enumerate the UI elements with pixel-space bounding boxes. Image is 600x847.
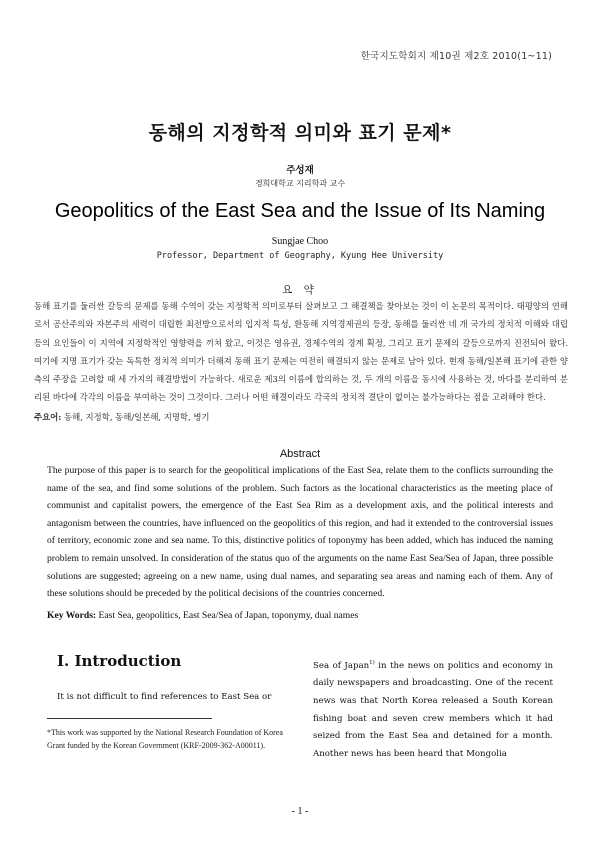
korean-keywords-label: 주요어: (34, 412, 62, 422)
korean-author-affiliation: 경희대학교 지리학과 교수 (254, 179, 346, 188)
right-column-start: Sea of Japan (313, 660, 370, 671)
korean-keywords (34, 410, 568, 424)
footnote-divider (47, 718, 212, 719)
footnote-reference[interactable]: 1) (369, 660, 375, 666)
right-column-rest: in the news on politics and economy in daily newspapers and broadcasting. One of the recent news was that North Korea released a South Korean fishing boat and seven crew members which it had seized from the East Sea and detained for a month. Another news has been heard that Mongolia (313, 660, 553, 759)
footnote: *This work was supported by the National Research Foundation of Korea Grant funded by the Korean Government (KRF-2009-362-A00011). (47, 728, 283, 750)
introduction-right-column (313, 655, 553, 763)
introduction-left-column: It is not difficult to find references to East Sea or (57, 692, 272, 702)
english-author-affiliation: Professor, Department of Geography, Kyung Hee University (156, 251, 444, 261)
korean-abstract-heading: 요 약 (282, 284, 318, 296)
introduction-heading: I. Introduction (57, 652, 182, 670)
english-keywords-label: Key Words: (47, 610, 97, 621)
english-abstract-heading: Abstract (279, 448, 321, 460)
english-abstract-body: The purpose of this paper is to search for the geopolitical implications of the East Sea, relate them to the conflicts surrounding the name of the sea, and find some solutions of the problem. Such factors as the locational characteristics as the meeting place of communist and capitalist powers, the emergence of the East Sea Rim as a development axis, and the political interests and antagonism between the countries, have influenced on the geopolitics of this region, and had it extended to the controversial issues of territory, economic zone and sea name. To this, distinctive politics of toponymy has been added, which has induced the naming problem to remain unsolved. In consideration of the status quo of the arguments on the name East Sea/Sea of Japan, three possible solutions are suggested; agreeing on a new name, using dual names, and separating sea areas and naming each of them. Any of these solutions should be preceded by the political decisions of the countries concerned. (47, 465, 553, 600)
page-number: - 1 - (291, 806, 309, 817)
korean-title: 동해의 지정학적 의미와 표기 문제* (148, 122, 452, 144)
running-head: 한국지도학회지 제10권 제2호 2010(1~11) (360, 51, 552, 62)
english-author-name: Sungjae Choo (271, 236, 329, 247)
english-keywords (47, 609, 553, 623)
korean-abstract-body: 동해 표기를 둘러싼 갈등의 문제를 동해 수역이 갖는 지정학적 의미로부터 살펴보고 그 해결책을 찾아보는 것이 이 논문의 목적이다. 태평양의 연해로서 공산주의와 자본주의 세력이 대립한 최전방으로서의 입지적 특성, 환동해 지역경제권의 등장, 동해를 둘러싼 네 개 국가의 정치적 이해와 대립 등의 요인들이 이 지역에 지정학적인 영향력을 끼쳐 왔고, 이것은 영유권, 경제수역의 경계 획정, 그리고 표기 문제의 갈등으로까지 진전되어 왔다. 여기에 지명 표기가 갖는 독특한 정치적 의미가 더해져 동해 표기 문제는 여전히 해결되지 않는 문제로 남아 있다. 현재 동해/일본해 표기에 관한 양측의 주장을 고려할 때 세 가지의 해결방법이 가능하다. 새로운 제3의 이름에 합의하는 것, 두 개의 이름을 동시에 사용하는 것, 바다를 분리하여 분리된 바다에 각각의 이름을 부여하는 것이 그것이다. 그러나 어떤 해결이라도 각국의 정치적 결단이 없이는 불가능하다는 점을 고려해야 한다. (34, 301, 568, 403)
korean-keywords-list: 동해, 지정학, 동해/일본해, 지명학, 병기 (64, 412, 210, 422)
english-title: Geopolitics of the East Sea and the Issue of Its Naming (54, 200, 546, 222)
korean-author-name: 주성재 (286, 165, 314, 176)
english-keywords-list: East Sea, geopolitics, East Sea/Sea of Japan, toponymy, dual names (98, 610, 359, 621)
